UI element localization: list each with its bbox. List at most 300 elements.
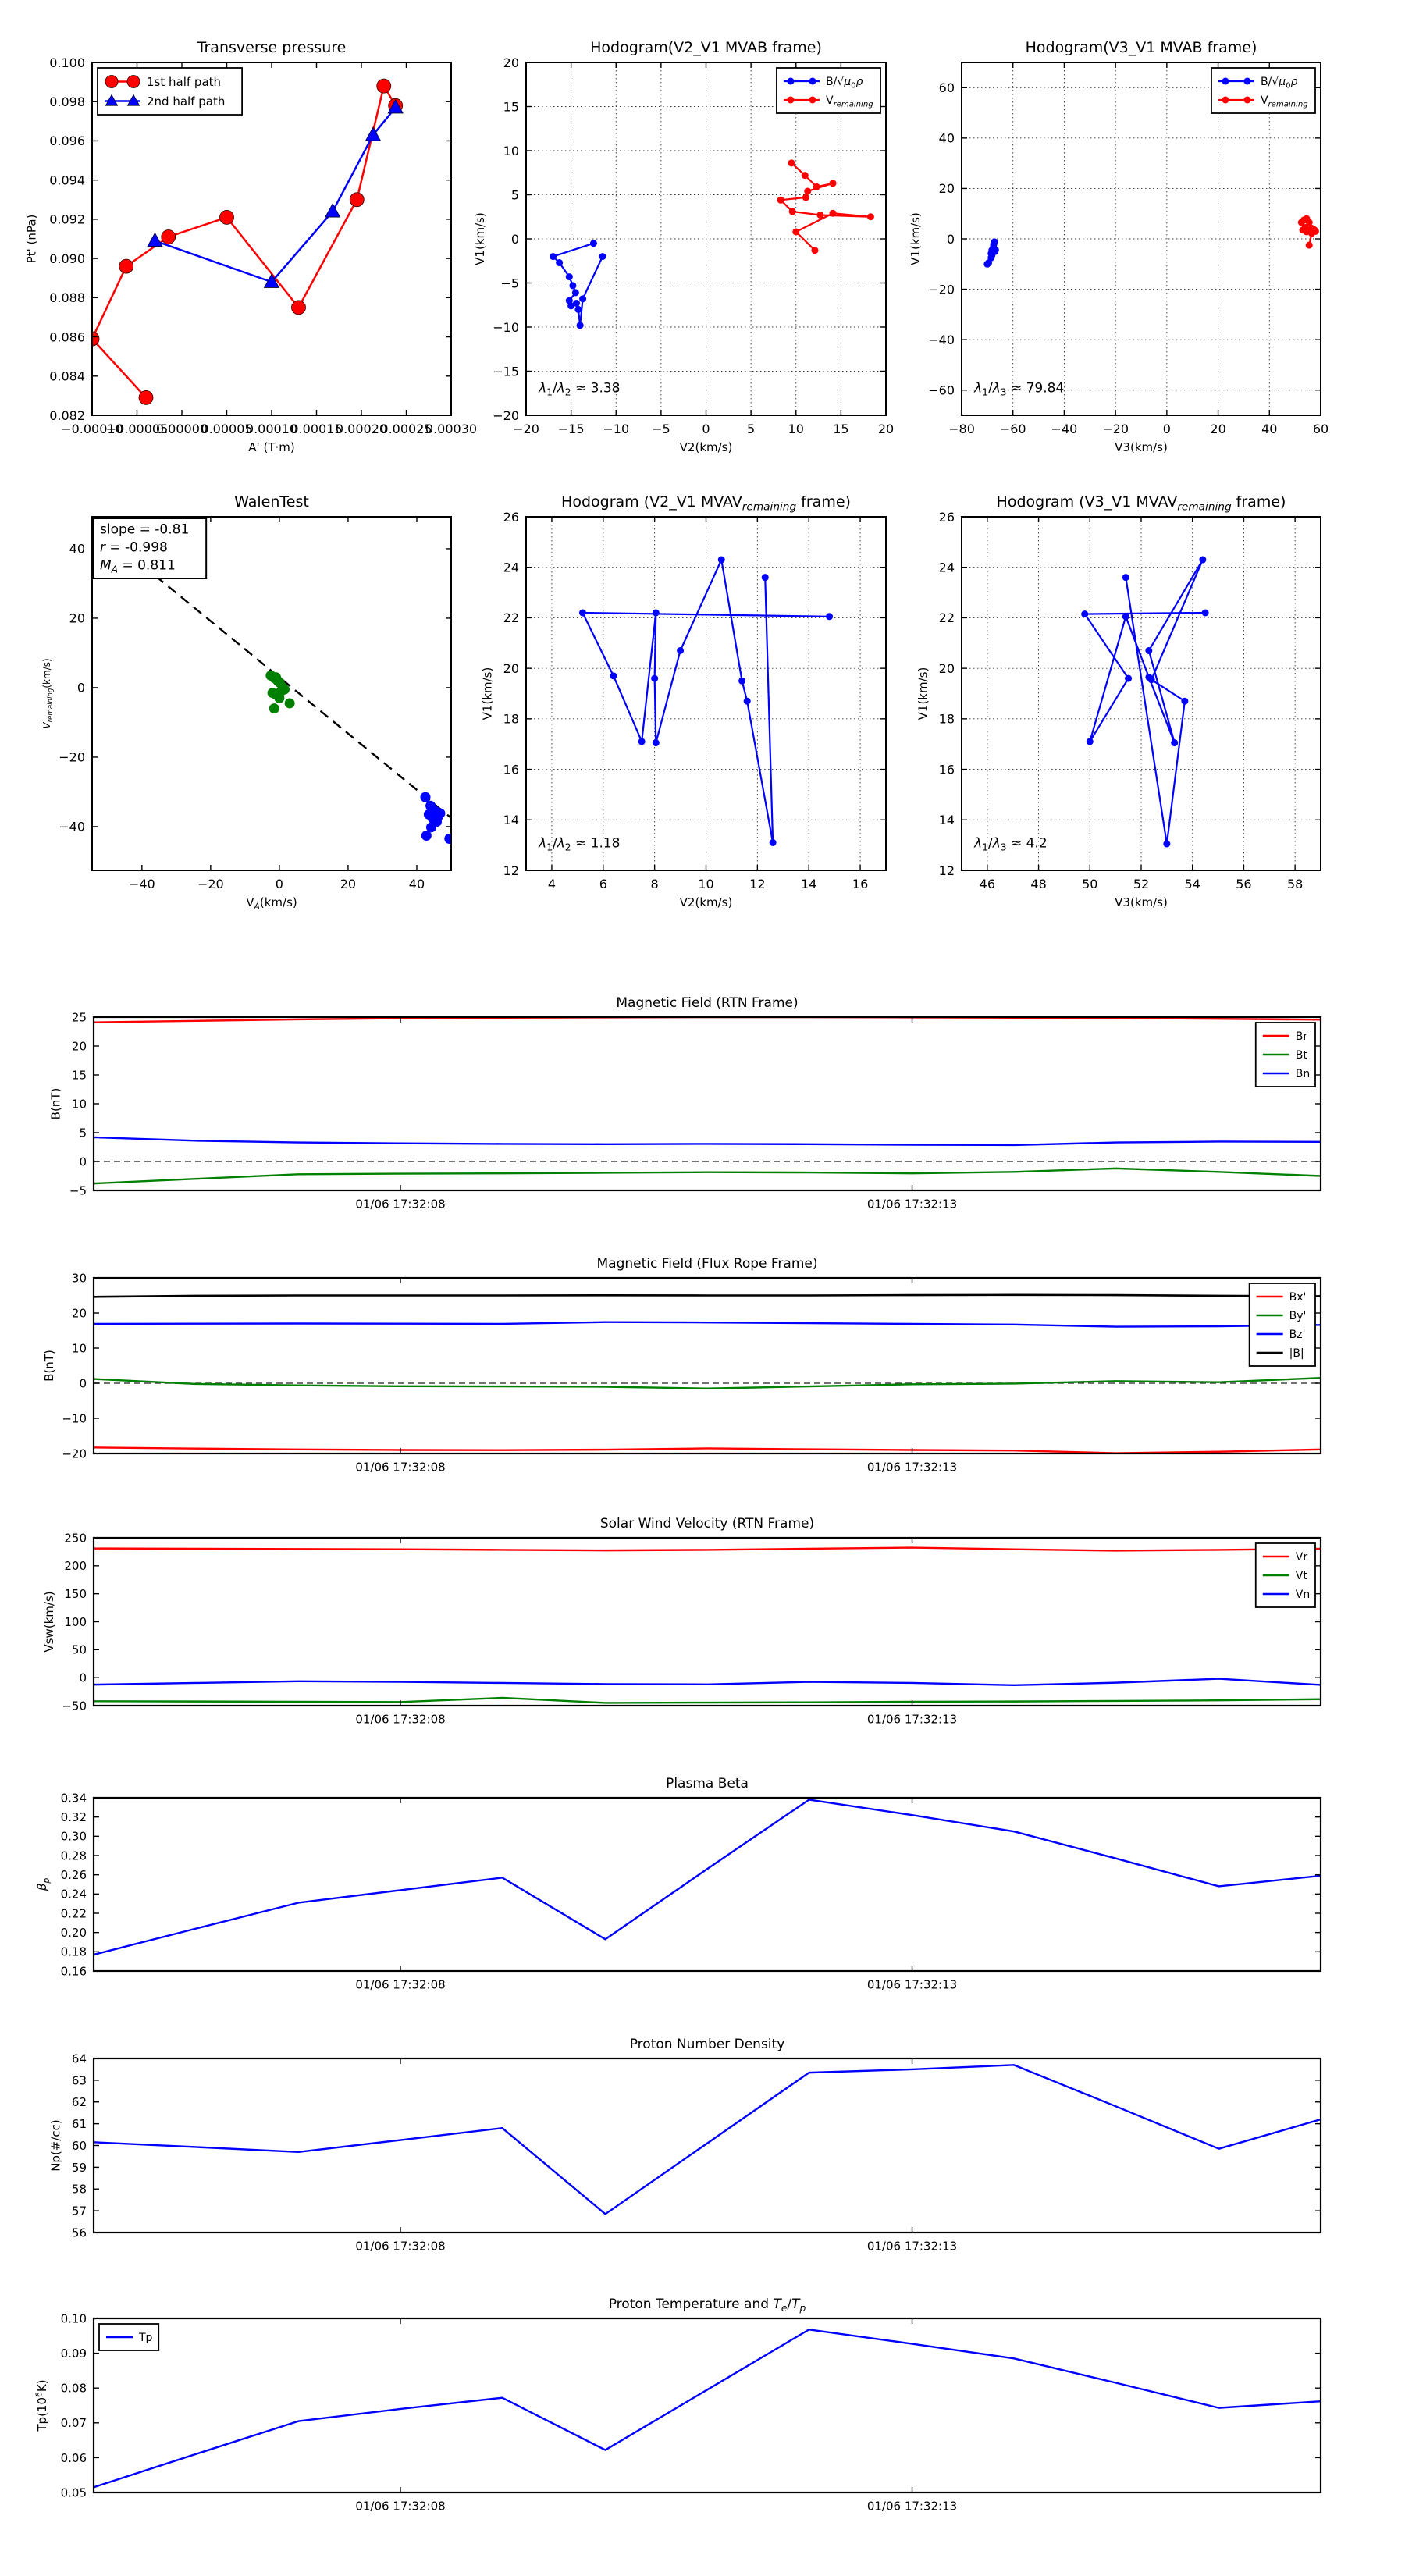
point-marker	[830, 180, 837, 187]
x-tick-label: 10	[698, 877, 714, 892]
axes-frame	[94, 1278, 1321, 1453]
chart-b-flux-rope	[42, 1256, 1321, 1474]
series-Tp	[94, 2329, 1321, 2487]
x-tick-label: 01/06 17:32:13	[866, 1977, 958, 1992]
point-marker	[788, 159, 795, 166]
y-tick-label: 0.086	[49, 329, 85, 345]
x-tick-label: 20	[877, 422, 895, 437]
y-tick-label: 0.088	[49, 290, 85, 306]
y-tick-label: 26	[503, 509, 519, 525]
y-tick-label: 12	[503, 863, 519, 878]
point-marker	[867, 213, 874, 220]
point-marker	[285, 698, 295, 708]
point-marker	[789, 208, 796, 215]
series-Vt	[94, 1698, 1321, 1703]
x-tick-label: 01/06 17:32:08	[355, 1460, 446, 1475]
y-tick-label: 10	[71, 1097, 87, 1112]
y-tick-label: 64	[71, 2051, 87, 2066]
y-tick-label: 0.06	[60, 2450, 87, 2465]
y-tick-label: −5	[69, 1183, 87, 1198]
point-marker	[744, 698, 751, 705]
point-marker	[572, 289, 579, 296]
y-tick-label: 0.28	[60, 1848, 87, 1863]
point-marker	[127, 76, 140, 88]
y-tick-label: 62	[71, 2095, 87, 2110]
y-tick-label: 0.05	[60, 2485, 87, 2500]
y-tick-label: 0	[510, 231, 519, 247]
stats-line: r = -0.998	[100, 539, 168, 556]
y-tick-label: 16	[938, 762, 955, 777]
legend-label: Bz'	[1289, 1329, 1306, 1342]
y-tick-label: −15	[493, 364, 519, 379]
y-tick-label: 24	[938, 560, 955, 575]
series-Np	[94, 2065, 1321, 2214]
series-Bz'	[94, 1322, 1321, 1327]
y-tick-label: −10	[493, 319, 519, 335]
point-marker	[802, 172, 809, 179]
point-marker	[651, 675, 658, 682]
point-marker	[826, 613, 833, 620]
x-tick-label: 46	[979, 877, 996, 892]
series-Vn	[94, 1679, 1321, 1685]
y-tick-label: 18	[938, 711, 955, 727]
x-tick-label: 01/06 17:32:08	[355, 1712, 446, 1727]
y-tick-label: 61	[71, 2117, 87, 2132]
x-tick-label: 12	[749, 877, 766, 892]
point-marker	[804, 187, 811, 194]
legend-label: Vr	[1295, 1551, 1308, 1564]
y-tick-label: 250	[64, 1531, 87, 1546]
point-marker	[809, 97, 816, 104]
point-marker	[1222, 78, 1229, 85]
point-marker	[566, 273, 573, 280]
legend-label: Vn	[1295, 1589, 1311, 1602]
y-axis-label: Vsw(km/s)	[41, 1591, 56, 1653]
point-marker	[1145, 647, 1152, 654]
legend	[777, 68, 880, 113]
y-tick-label: 60	[938, 80, 955, 96]
x-tick-label: 0.00025	[380, 422, 432, 437]
point-marker	[1243, 97, 1250, 104]
point-marker	[787, 78, 794, 85]
x-tick-label: 01/06 17:32:08	[355, 2239, 446, 2254]
chart-walen-test	[41, 493, 454, 912]
x-tick-label: 0.00000	[155, 422, 208, 437]
y-tick-label: 0.08	[60, 2381, 87, 2396]
x-tick-label: −15	[557, 422, 585, 437]
y-tick-label: 0.094	[49, 173, 85, 188]
axes-frame	[94, 1538, 1321, 1706]
x-tick-label: 0.00015	[290, 422, 343, 437]
x-tick-label: 56	[1236, 877, 1252, 892]
point-marker	[435, 809, 445, 819]
axes-frame	[94, 2058, 1321, 2233]
point-marker	[590, 240, 597, 247]
chart-proton-density	[49, 2037, 1321, 2253]
point-marker	[274, 693, 284, 703]
y-tick-label: 0.18	[60, 1944, 87, 1959]
stats-line: slope = -0.81	[100, 521, 190, 538]
y-tick-label: 200	[64, 1559, 87, 1574]
point-marker	[802, 194, 809, 201]
point-marker	[105, 76, 118, 88]
ticks	[62, 1531, 1321, 1726]
x-axis-label: A' (T·m)	[248, 440, 295, 454]
y-tick-label: 20	[71, 1306, 87, 1321]
point-marker	[770, 839, 777, 846]
x-tick-label: 8	[650, 877, 659, 892]
y-tick-label: 0	[79, 1155, 87, 1169]
x-tick-label: 40	[408, 877, 425, 892]
y-tick-label: −50	[62, 1699, 87, 1713]
y-tick-label: −40	[928, 332, 955, 347]
y-tick-label: 14	[503, 813, 519, 828]
point-marker	[599, 253, 606, 260]
y-tick-label: 16	[503, 762, 519, 777]
y-tick-label: 20	[938, 181, 955, 197]
x-tick-label: 6	[599, 877, 607, 892]
y-tick-label: 10	[503, 143, 519, 158]
y-tick-label: −10	[62, 1411, 87, 1426]
x-tick-label: 01/06 17:32:13	[866, 2239, 958, 2254]
chart-plasma-beta	[35, 1776, 1321, 1991]
chart-proton-temperature	[34, 2297, 1321, 2513]
point-marker	[762, 574, 769, 581]
ticks	[72, 2051, 1321, 2253]
y-tick-label: 40	[69, 541, 85, 557]
y-axis-label: $Tp(10^6K)$	[34, 2379, 50, 2432]
legend-label: 2nd half path	[147, 94, 226, 109]
legend	[99, 2324, 158, 2350]
grid	[962, 62, 1321, 415]
point-marker	[777, 197, 784, 204]
y-tick-label: 0	[946, 231, 955, 247]
point-marker	[139, 390, 153, 404]
y-tick-label: −60	[928, 382, 955, 398]
point-marker	[119, 259, 133, 273]
x-tick-label: −80	[948, 422, 975, 437]
x-tick-label: 0	[702, 422, 710, 437]
x-tick-label: 58	[1286, 877, 1304, 892]
point-marker	[811, 247, 818, 254]
y-axis-label: V1(km/s)	[480, 667, 495, 720]
point-marker	[1081, 610, 1088, 617]
series-second-half	[420, 792, 454, 844]
y-tick-label: 57	[71, 2204, 87, 2218]
legend-label: Br	[1295, 1030, 1308, 1044]
chart-title: WalenTest	[234, 493, 309, 511]
y-tick-label: 18	[503, 711, 519, 727]
x-tick-label: 01/06 17:32:08	[355, 1977, 446, 1992]
x-tick-label: −10	[603, 422, 630, 437]
x-tick-label: −40	[128, 877, 155, 892]
point-marker	[422, 831, 432, 841]
series-beta-p	[94, 1799, 1321, 1955]
y-tick-label: 10	[71, 1341, 87, 1356]
series-|B|	[94, 1295, 1321, 1297]
y-tick-label: 20	[71, 1039, 87, 1054]
point-marker	[1122, 613, 1129, 620]
y-tick-label: 0.098	[49, 94, 85, 109]
point-marker	[574, 306, 582, 313]
x-tick-label: 15	[833, 422, 849, 437]
y-tick-label: 0.082	[49, 407, 85, 423]
chart-title: Hodogram (V2_V1 $MVAV_{remaining}$ frame)	[561, 493, 851, 514]
chart-hodogram-v3v1-mvab	[909, 39, 1329, 454]
y-tick-label: 0.24	[60, 1887, 87, 1902]
series-B-normalized	[984, 238, 999, 267]
y-tick-label: −20	[493, 407, 519, 423]
axes-frame	[94, 1017, 1321, 1190]
x-tick-label: 60	[1312, 422, 1329, 437]
point-marker	[569, 282, 576, 289]
y-tick-label: 24	[503, 560, 519, 575]
y-tick-label: 20	[938, 660, 955, 676]
x-tick-label: 01/06 17:32:13	[866, 2499, 958, 2514]
x-tick-label: 01/06 17:32:13	[866, 1712, 958, 1727]
y-axis-label: B(nT)	[48, 1087, 63, 1120]
chart-hodogram-v2v1-mvav	[480, 493, 886, 909]
stats-box	[94, 518, 206, 578]
axes-frame	[94, 1798, 1321, 1971]
y-tick-label: 0.07	[60, 2416, 87, 2431]
y-axis-label: Np(#/cc)	[48, 2119, 63, 2172]
x-tick-label: 50	[1082, 877, 1098, 892]
y-tick-label: 60	[71, 2138, 87, 2153]
point-marker	[738, 678, 745, 685]
chart-title: Magnetic Field (RTN Frame)	[616, 995, 799, 1011]
point-marker	[991, 238, 998, 245]
legend	[1256, 1543, 1315, 1607]
y-tick-label: 58	[71, 2182, 87, 2197]
stats-line: $M_A = 0.811$	[100, 557, 176, 575]
annotation: $\lambda_1/\lambda_3 \approx 4.2$	[974, 835, 1048, 853]
y-tick-label: 56	[71, 2226, 87, 2240]
x-axis-label: $V_A(km/s)$	[246, 895, 297, 912]
y-axis-label: $V_{remaining}(km/s)$	[41, 658, 55, 729]
chart-title: Hodogram (V3_V1 $MVAV_{remaining}$ frame)	[996, 493, 1286, 514]
x-tick-label: 0.00020	[335, 422, 388, 437]
y-tick-label: −40	[59, 819, 85, 834]
y-tick-label: 0	[79, 1376, 87, 1391]
y-tick-label: −5	[500, 276, 519, 291]
point-marker	[292, 301, 306, 315]
point-marker	[377, 79, 391, 93]
chart-title: Plasma Beta	[666, 1776, 749, 1791]
ticks	[69, 1010, 1321, 1211]
y-axis-label: Pt' (nPa)	[24, 214, 39, 264]
series-1st half path	[85, 79, 403, 404]
legend-label: Vt	[1295, 1570, 1307, 1583]
y-axis-label: B(nT)	[41, 1350, 56, 1382]
y-axis-label: V1(km/s)	[916, 667, 930, 720]
y-tick-label: 0.100	[49, 55, 85, 70]
series-Bt	[94, 1169, 1321, 1183]
y-tick-label: −20	[928, 282, 955, 297]
y-tick-label: 0.32	[60, 1810, 87, 1825]
triangle-marker	[148, 233, 162, 247]
legend-label: $B/√\mu_0\rho$	[825, 76, 863, 91]
point-marker	[279, 685, 290, 695]
x-tick-label: 52	[1133, 877, 1150, 892]
y-tick-label: 25	[71, 1010, 87, 1025]
ticks	[61, 1791, 1321, 1991]
point-marker	[1122, 574, 1129, 581]
legend	[1211, 68, 1315, 113]
ticks	[61, 2311, 1321, 2513]
y-tick-label: 0.09	[60, 2347, 87, 2361]
chart-b-rtn	[49, 995, 1321, 1211]
chart-title: Magnetic Field (Flux Rope Frame)	[596, 1256, 818, 1272]
legend-label: By'	[1289, 1310, 1307, 1323]
ticks	[503, 510, 886, 891]
chart-title: Hodogram(V2_V1 MVAB frame)	[590, 39, 822, 56]
x-tick-label: 16	[852, 877, 869, 892]
triangle-marker	[325, 204, 340, 217]
x-tick-label: 01/06 17:32:13	[866, 1197, 958, 1212]
y-tick-label: 30	[71, 1271, 87, 1286]
y-tick-label: 0.30	[60, 1829, 87, 1844]
point-marker	[1145, 674, 1152, 681]
chart-title: Hodogram(V3_V1 MVAB frame)	[1025, 39, 1257, 56]
point-marker	[269, 703, 279, 713]
point-marker	[610, 672, 617, 679]
x-tick-label: 0.00005	[201, 422, 253, 437]
axes-frame	[94, 2318, 1321, 2492]
point-marker	[1222, 97, 1229, 104]
series-2nd half path	[148, 100, 403, 288]
point-marker	[653, 609, 660, 616]
point-marker	[653, 739, 660, 746]
y-tick-label: 0	[79, 1670, 87, 1685]
x-tick-label: −5	[652, 422, 670, 437]
x-tick-label: 5	[747, 422, 756, 437]
y-tick-label: 5	[510, 187, 519, 203]
y-tick-label: 0.16	[60, 1964, 87, 1979]
point-marker	[577, 322, 584, 329]
series-B-normalized	[550, 240, 606, 329]
x-tick-label: −40	[1051, 422, 1078, 437]
x-tick-label: 4	[547, 877, 557, 892]
y-tick-label: 0.084	[49, 368, 85, 384]
legend	[1250, 1283, 1315, 1366]
y-axis-label: V1(km/s)	[909, 212, 923, 265]
point-marker	[220, 210, 234, 224]
point-marker	[1202, 609, 1209, 616]
chart-title: Proton Temperature and $T_e/T_p$	[608, 2297, 806, 2314]
legend-label: Tp	[139, 2332, 153, 2345]
point-marker	[830, 210, 837, 217]
point-marker	[677, 647, 684, 654]
chart-hodogram-v2v1-mvab	[473, 39, 894, 454]
y-tick-label: 12	[938, 863, 955, 878]
y-tick-label: 0.10	[60, 2311, 87, 2326]
point-marker	[792, 228, 799, 235]
y-tick-label: 0.22	[60, 1906, 87, 1921]
point-marker	[1306, 242, 1313, 249]
chart-title: Transverse pressure	[197, 39, 347, 56]
annotation: $\lambda_1/\lambda_2 \approx 1.18$	[539, 835, 621, 853]
y-tick-label: 0.096	[49, 133, 85, 149]
annotation: $\lambda_1/\lambda_2 \approx 3.38$	[539, 380, 621, 398]
y-tick-label: 100	[64, 1614, 87, 1629]
y-tick-label: 50	[71, 1642, 87, 1657]
series-Vr	[94, 1548, 1321, 1551]
series-V-remaining	[777, 159, 874, 254]
y-tick-label: 0.092	[49, 212, 85, 227]
x-tick-label: 48	[1030, 877, 1047, 892]
x-tick-label: 54	[1184, 877, 1200, 892]
legend-label: 1st half path	[147, 74, 222, 89]
x-tick-label: −60	[999, 422, 1026, 437]
y-tick-label: 40	[938, 130, 955, 146]
series-V-remaining	[1298, 215, 1319, 249]
x-tick-label: 01/06 17:32:13	[866, 1460, 958, 1475]
point-marker	[813, 183, 820, 190]
point-marker	[350, 193, 364, 207]
chart-transverse-pressure	[25, 39, 477, 454]
point-marker	[1181, 698, 1188, 705]
y-axis-label: $\beta_p$	[35, 1877, 52, 1891]
x-tick-label: −20	[197, 877, 224, 892]
chart-vsw-rtn	[42, 1516, 1321, 1726]
legend	[98, 68, 242, 115]
ticks	[939, 510, 1321, 891]
y-axis-label: V1(km/s)	[473, 212, 488, 265]
legend-label: $V_{remaining}$	[825, 94, 873, 109]
legend-label: Bx'	[1289, 1291, 1307, 1304]
series-Bn	[94, 1137, 1321, 1145]
y-tick-label: 5	[79, 1126, 87, 1140]
x-tick-label: −20	[513, 422, 539, 437]
y-tick-label: 26	[938, 509, 955, 525]
point-marker	[420, 792, 430, 802]
x-tick-label: 0.00030	[425, 422, 478, 437]
x-tick-label: 01/06 17:32:08	[355, 1197, 446, 1212]
legend-label: Bt	[1295, 1049, 1307, 1062]
point-marker	[1308, 229, 1315, 237]
y-tick-label: 59	[71, 2160, 87, 2175]
chart-title: Proton Number Density	[629, 2037, 785, 2052]
point-marker	[718, 557, 725, 564]
point-marker	[444, 834, 454, 844]
point-marker	[579, 609, 586, 616]
x-axis-label: V2(km/s)	[679, 895, 733, 909]
series-V3-V1 path	[1081, 557, 1208, 848]
point-marker	[1243, 78, 1250, 85]
legend	[1256, 1023, 1315, 1087]
y-tick-label: −20	[62, 1446, 87, 1461]
x-tick-label: 20	[340, 877, 357, 892]
x-tick-label: 40	[1261, 422, 1278, 437]
legend-label: |B|	[1289, 1347, 1304, 1361]
chart-title: Solar Wind Velocity (RTN Frame)	[599, 1516, 815, 1532]
x-tick-label: 0	[1162, 422, 1171, 437]
point-marker	[550, 253, 557, 260]
x-axis-label: V3(km/s)	[1115, 440, 1168, 454]
grid	[526, 62, 886, 415]
x-tick-label: 0	[275, 877, 283, 892]
point-marker	[1163, 841, 1170, 848]
point-marker	[162, 229, 176, 244]
x-tick-label: −0.00005	[105, 422, 169, 437]
x-tick-label: −0.00010	[61, 422, 123, 437]
point-marker	[573, 300, 580, 307]
legend-label: $B/√\mu_0\rho$	[1260, 76, 1298, 91]
legend-label: $V_{remaining}$	[1260, 94, 1308, 109]
y-tick-label: 63	[71, 2073, 87, 2088]
y-tick-label: 20	[69, 610, 85, 626]
